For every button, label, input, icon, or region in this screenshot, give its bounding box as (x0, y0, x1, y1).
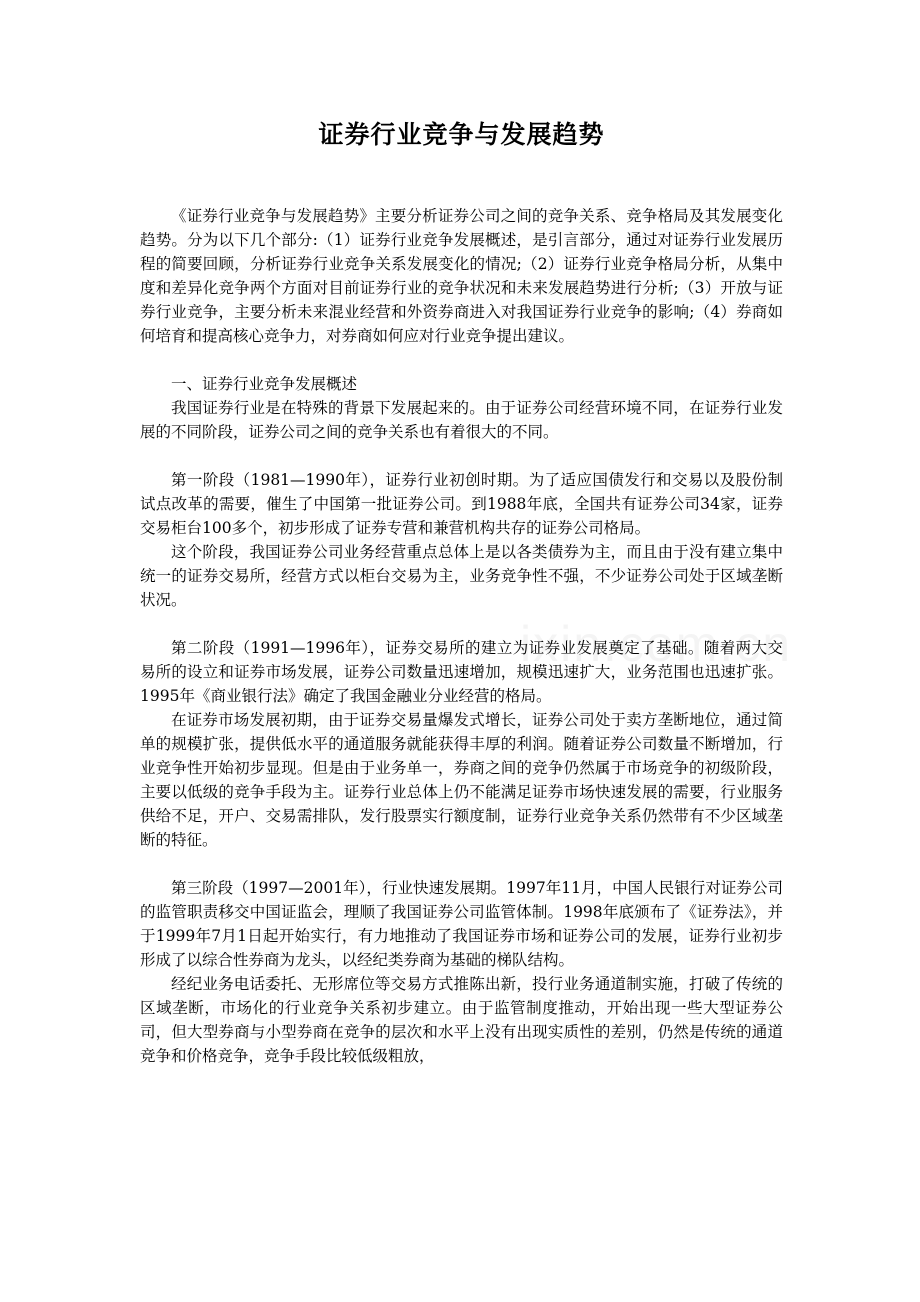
paragraph-gap (140, 348, 783, 372)
document-page (140, 0, 783, 1068)
paragraph-stage-two-detail: 在证券市场发展初期，由于证券交易量爆发式增长，证券公司处于卖方垄断地位，通过简单的规模扩张，提供低水平的通道服务就能获得丰厚的利润。随着证券公司数量不断增加，行业竞争性开始初步显现。但是由于业务单一，券商之间的竞争仍然属于市场竞争的初级阶段，主要以低级的竞争手段为主。证券行业总体上仍不能满足证券市场快速发展的需要，行业服务供给不足，开户、交易需排队，发行股票实行额度制，证券行业竞争关系仍然带有不少区域垄断的特征。 (140, 711, 783, 849)
document-title: 证券行业竞争与发展趋势 (318, 120, 605, 149)
paragraph-gap (140, 444, 783, 468)
paragraph-gap (140, 852, 783, 876)
paragraph-stage-three: 第三阶段（1997—2001年），行业快速发展期。1997年11月，中国人民银行对证券公司的监管职责移交中国证监会，理顺了我国证券公司监管体制。1998年底颁布了《证券法》，并于1999年7月1日起开始实行，有力地推动了我国证券市场和证券公司的发展，证券行业初步形成了以综合性券商为龙头，以经纪类券商为基础的梯队结构。 (140, 879, 783, 969)
paragraph-stage-one: 第一阶段（1981—1990年），证券行业初创时期。为了适应国债发行和交易以及股份制试点改革的需要，催生了中国第一批证券公司。到1988年底，全国共有证券公司34家，证券交易柜台100多个，初步形成了证券专营和兼营机构共存的证券公司格局。 (140, 471, 783, 537)
document-body (140, 204, 783, 1068)
paragraph-abstract: 《证券行业竞争与发展趋势》主要分析证券公司之间的竞争关系、竞争格局及其发展变化趋势。分为以下几个部分:（1）证券行业竞争发展概述，是引言部分，通过对证券行业发展历程的简要回顾，分析证券行业竞争关系发展变化的情况;（2）证券行业竞争格局分析，从集中度和差异化竞争两个方面对目前证券行业的竞争状况和未来发展趋势进行分析;（3）开放与证券行业竞争，主要分析未来混业经营和外资券商进入对我国证券行业竞争的影响;（4）券商如何培育和提高核心竞争力，对券商如何应对行业竞争提出建议。 (140, 207, 783, 345)
section-heading: 一、证券行业竞争发展概述 (171, 375, 358, 393)
paragraph-stage-one-detail: 这个阶段，我国证券公司业务经营重点总体上是以各类债券为主，而且由于没有建立集中统一的证券交易所，经营方式以柜台交易为主，业务竞争性不强，不少证券公司处于区域垄断状况。 (140, 543, 783, 609)
paragraph-stage-three-detail: 经纪业务电话委托、无形席位等交易方式推陈出新，投行业务通道制实施，打破了传统的区域垄断，市场化的行业竞争关系初步建立。由于监管制度推动，开始出现一些大型证券公司，但大型券商与小型券商在竞争的层次和水平上没有出现实质性的差别，仍然是传统的通道竞争和价格竞争，竞争手段比较低级粗放， (140, 975, 783, 1065)
paragraph-gap (140, 612, 783, 636)
paragraph-stage-two: 第二阶段（1991—1996年），证券交易所的建立为证券业发展奠定了基础。随着两大交易所的设立和证券市场发展，证券公司数量迅速增加，规模迅速扩大，业务范围也迅速扩张。1995年《商业银行法》确定了我国金融业分业经营的格局。 (140, 639, 783, 705)
paragraph-intro: 我国证券行业是在特殊的背景下发展起来的。由于证券公司经营环境不同，在证券行业发展的不同阶段，证券公司之间的竞争关系也有着很大的不同。 (140, 399, 783, 441)
